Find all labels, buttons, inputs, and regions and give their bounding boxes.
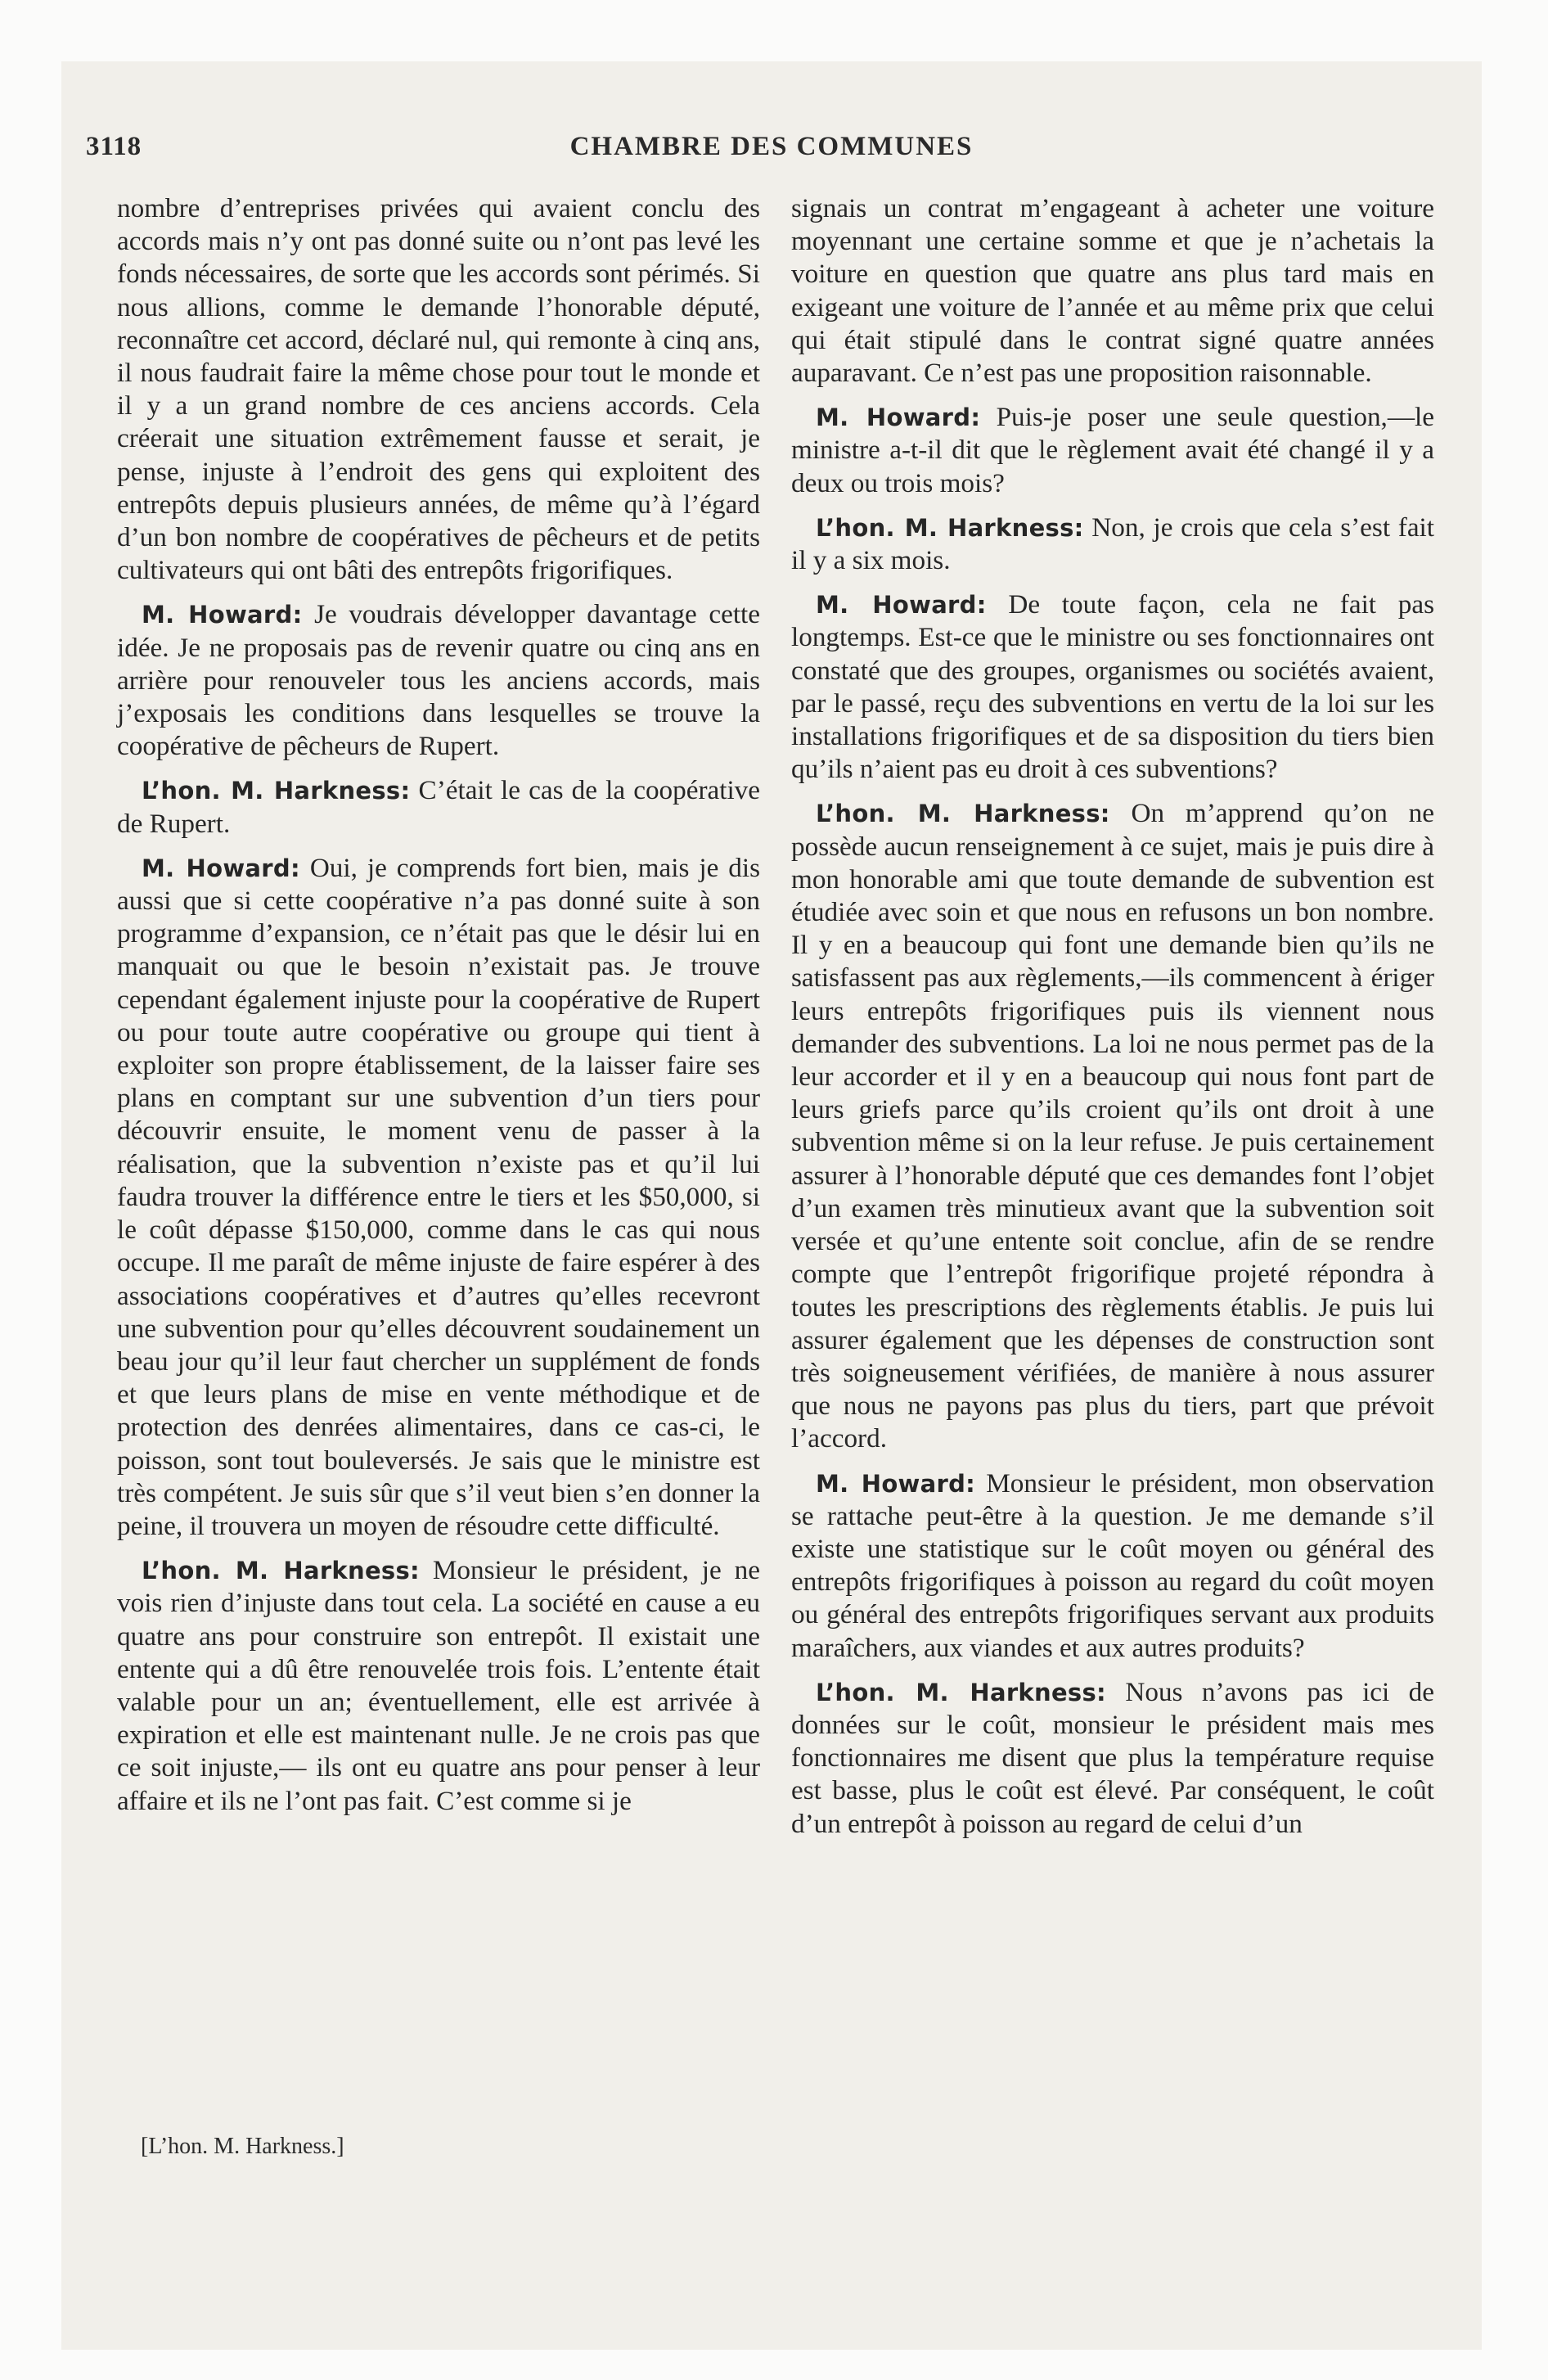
left-column — [117, 192, 760, 1829]
paragraph — [117, 852, 760, 1543]
speaker-name: M. Howard: — [816, 403, 981, 432]
right-column — [791, 192, 1434, 1852]
speaker-name: L’hon. M. Harkness: — [816, 1678, 1106, 1706]
paragraph: nombre d’entreprises privées qui avaient conclu des accords mais n’y ont pas donné suite ou n’ont pas levé les fonds nécessaires, de sorte que les accords sont périmés. Si nous allions, comme le demande l’honorable député, reconnaître cet accord, déclaré nul, qui remonte à cinq ans, il nous faudrait faire la même chose pour tout le monde et il y a un grand nombre de ces anciens accords. Cela créerait une situation extrêmement fausse et serait, je pense, injuste à l’endroit des gens qui exploitent des entrepôts depuis plusieurs années, de même qu’à l’égard d’un bon nombre de coopératives de pêcheurs et de petits cultivateurs qui ont bâti des entrepôts frigorifiques. — [117, 193, 760, 586]
paragraph — [117, 598, 760, 763]
speech-text: Oui, je comprends fort bien, mais je dis aussi que si cette coopérative n’a pas donné suite à son programme d’expansion, ce n’était pas que le désir lui en manquait ou que le besoin n’existait pas. Je trouve cependant également injuste pour la coopérative de Rupert ou pour toute autre coopérative ou groupe qui tient à exploiter son propre établissement, de la laisser faire ses plans en comptant sur une subvention d’un tiers pour découvrir ensuite, le moment venu de passer à la réalisation, que la subvention n’existe pas et qu’il lui faudra trouver la différence entre le tiers et les $50,000, si le coût dépasse $150,000, comme dans le cas qui nous occupe. Il me paraît de même injuste de faire espérer à des associations coopératives et d’autres qu’elles recevront une subvention pour qu’elles découvrent soudainement un beau jour qu’il leur faut chercher un supplément de fonds et que leurs plans de mise en vente méthodique et de protection des denrées alimentaires, dans ce cas-ci, le poisson, sont tout bouleversés. Je sais que le ministre est très compétent. Je suis sûr que s’il veut bien s’en donner la peine, il trouvera un moyen de résoudre cette difficulté. — [117, 852, 760, 1541]
page-number: 3118 — [86, 132, 142, 161]
paragraph — [791, 1467, 1434, 1665]
speech-text: Monsieur le président, je ne vois rien d’injuste dans tout cela. La société en cause a eu quatre ans pour construire son entrepôt. Il existait une entente qui a dû être renouvelée trois fois. L’entente était valable pour un an; éventuellement, elle est arrivée à expiration et elle est maintenant nulle. Je ne crois pas que ce soit injuste,— ils ont eu quatre ans pour penser à leur affaire et ils ne l’ont pas fait. C’est comme si je — [117, 1555, 761, 1816]
speech-text: C’était le cas de la coopérative de Rupert. — [117, 775, 761, 839]
paragraph — [791, 512, 1434, 577]
speaker-name: L’hon. M. Harkness: — [816, 513, 1084, 542]
speech-text: Je voudrais développer davantage cette idée. Je ne proposais pas de revenir quatre ou cinq ans en arrière pour renouveler tous les anciens accords, mais j’exposais les conditions dans lesquelles se trouve la coopérative de pêcheurs de Rupert. — [117, 599, 760, 762]
page-footer-attribution: [L’hon. M. Harkness.] — [141, 2134, 344, 2159]
speaker-name: M. Howard: — [142, 854, 300, 882]
speaker-name: M. Howard: — [142, 601, 303, 629]
speaker-name: M. Howard: — [816, 1469, 976, 1498]
paragraph — [117, 774, 760, 840]
speech-text: On m’apprend qu’on ne possède aucun renseignement à ce sujet, mais je puis dire à mon honorable ami que toute demande de subvention est étudiée avec soin et que nous en refusons un bon nombre. Il y en a beaucoup qui font une demande bien qu’ils ne satisfassent pas aux règlements,—ils commencent à ériger leurs entrepôts frigorifiques puis ils viennent nous demander des subventions. La loi ne nous permet pas de la leur accorder et il y en a beaucoup qui nous font part de leurs griefs parce qu’ils croient qu’ils ont droit à une subvention même si on la leur refuse. Je puis certainement assurer à l’honorable député que ces demandes font l’objet d’un examen très minutieux avant que la subvention soit versée et qu’une entente soit conclue, afin de se rendre compte que l’entrepôt frigorifique projeté répondra à toutes les prescriptions des règlements établis. Je puis lui assurer également que les dépenses de construction sont très soigneusement vérifiées, de manière à nous assurer que nous ne payons pas plus du tiers, part que prévoit l’accord. — [791, 798, 1434, 1454]
speech-text: Nous n’avons pas ici de données sur le coût, monsieur le président mais mes fonctionnaires me disent que plus la température requise est basse, plus le coût est élevé. Par conséquent, le coût d’un entrepôt à poisson au regard de celui d’un — [791, 1676, 1434, 1839]
page-header — [61, 132, 1482, 168]
paragraph: signais un contrat m’engageant à acheter une voiture moyennant une certaine somme et que je n’achetais la voiture en question que quatre ans plus tard mais en exigeant une voiture de l’année et au même prix que celui qui était stipulé dans le contrat signé quatre années auparavant. Ce n’est pas une proposition raisonnable. — [791, 193, 1434, 389]
running-head-title: CHAMBRE DES COMMUNES — [569, 132, 974, 161]
speech-text: Non, je crois que cela s’est fait il y a six mois. — [791, 512, 1434, 576]
speaker-name: M. Howard: — [816, 591, 987, 620]
paragraph — [791, 797, 1434, 1455]
paragraph — [791, 401, 1434, 500]
speech-text: Puis-je poser une seule question,—le ministre a-t-il dit que le règlement avait été changé il y a deux ou trois mois? — [791, 402, 1434, 498]
speaker-name: L’hon. M. Harkness: — [142, 1557, 420, 1585]
speaker-name: L’hon. M. Harkness: — [142, 777, 411, 805]
speech-text: De toute façon, cela ne fait pas longtemps. Est-ce que le ministre ou ses fonctionnaires ont constaté que des groupes, organismes ou sociétés avaient, par le passé, reçu des subventions en vertu de la loi sur les installations frigorifiques et de sa disposition du tiers bien qu’ils n’aient pas eu droit à ces subventions? — [791, 589, 1435, 785]
speech-text: Monsieur le président, mon observation se rattache peut-être à la question. Je me demande s’il existe une statistique sur le coût moyen ou général des entrepôts frigorifiques à poisson au regard du coût moyen ou général des entrepôts frigorifiques servant aux produits maraîchers, aux viandes et aux autres produits? — [791, 1467, 1435, 1663]
paragraph — [791, 588, 1434, 786]
paragraph — [117, 1554, 760, 1818]
speaker-name: L’hon. M. Harkness: — [816, 800, 1110, 828]
paragraph — [791, 1676, 1434, 1841]
scanned-page — [61, 61, 1482, 2350]
